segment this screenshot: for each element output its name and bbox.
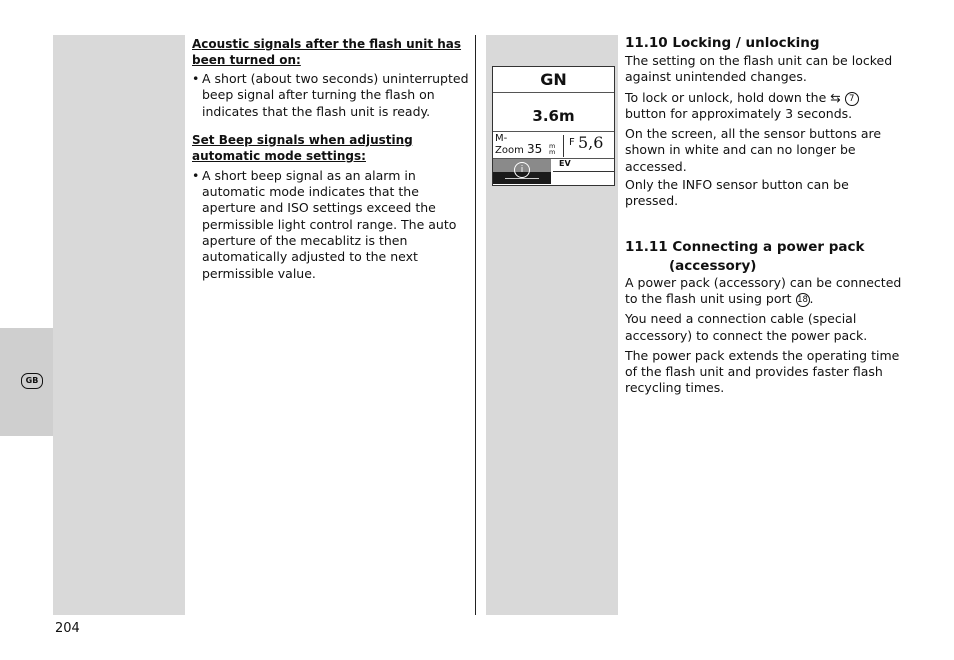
display-ev-line	[553, 171, 614, 172]
lock-arrows-icon: ⇆	[830, 89, 841, 105]
locking-para-2	[625, 90, 903, 123]
button-number-badge: 7	[845, 92, 859, 106]
display-zoom-unit-top: m	[549, 142, 556, 150]
info-underline	[505, 178, 539, 179]
heading-beep-automatic: Set Beep signals when adjusting automatic mode settings:	[192, 132, 413, 163]
display-divider	[493, 92, 614, 93]
section-title-power-pack-line1: 11.11 Connecting a power pack	[625, 238, 865, 255]
display-zoom-unit	[549, 143, 555, 155]
info-icon: i	[514, 162, 530, 178]
display-distance: 3.6m	[532, 107, 575, 125]
display-mode-line2	[495, 144, 542, 156]
display-gn-label: GN	[540, 70, 567, 89]
power-pack-para-3: The power pack extends the operating time of the flash unit and provides faster flash recycling times.	[625, 347, 900, 396]
locking-para-4: Only the INFO sensor button can be pressed.	[625, 177, 849, 209]
power-pack-para-1-start: A power pack (accessory) can be connected to the flash unit using port	[625, 274, 902, 306]
display-mode-line1: M-	[495, 133, 508, 144]
heading-acoustic-signals: Acoustic signals after the flash unit has been turned on:	[192, 37, 462, 67]
display-divider	[493, 131, 614, 132]
port-number-badge: 18	[797, 294, 808, 305]
locking-para-3: On the screen, all the sensor buttons are shown in white and can no longer be accessed.	[625, 126, 882, 174]
display-f-label: F	[569, 137, 575, 148]
bullet-alarm-beep: • A short beep signal as an alarm in automatic mode indicates that the aperture and ISO settings exceed the permissible light control range. The auto aperture of the mecablitz is then automatically adjusted to the next permissible value.	[192, 168, 470, 282]
display-zoom-value: 35	[527, 142, 543, 156]
display-zoom-label: Zoom	[495, 145, 524, 156]
bullet-ready-beep: • A short (about two seconds) uninterrupted beep signal after turning the flash on indicates that the flash unit is ready.	[192, 71, 470, 120]
display-f-value: 5,6	[578, 133, 604, 152]
flash-display	[492, 66, 615, 186]
display-ev-label: EV	[559, 159, 571, 168]
section-title-power-pack	[625, 238, 903, 276]
locking-para-2-end: button for approximately 3 seconds.	[625, 105, 853, 121]
right-column	[625, 34, 903, 397]
left-gray-panel	[53, 35, 185, 615]
power-pack-para-1	[625, 275, 903, 308]
left-column	[192, 36, 470, 282]
locking-para-1: The setting on the flash unit can be locked against unintended changes.	[625, 53, 893, 85]
display-separator	[563, 135, 564, 157]
power-pack-para-2: You need a connection cable (special accessory) to connect the power pack.	[625, 311, 868, 343]
page-number: 204	[55, 621, 80, 636]
language-badge: GB	[21, 373, 43, 389]
section-title-power-pack-line2: (accessory)	[669, 257, 757, 274]
locking-para-2-start: To lock or unlock, hold down the	[625, 89, 827, 105]
display-mode	[495, 133, 542, 156]
display-zoom-unit-bottom: m	[549, 148, 556, 156]
power-pack-para-1-end: .	[809, 290, 814, 306]
section-title-locking: 11.10 Locking / unlocking	[625, 35, 820, 51]
column-divider	[475, 35, 476, 615]
